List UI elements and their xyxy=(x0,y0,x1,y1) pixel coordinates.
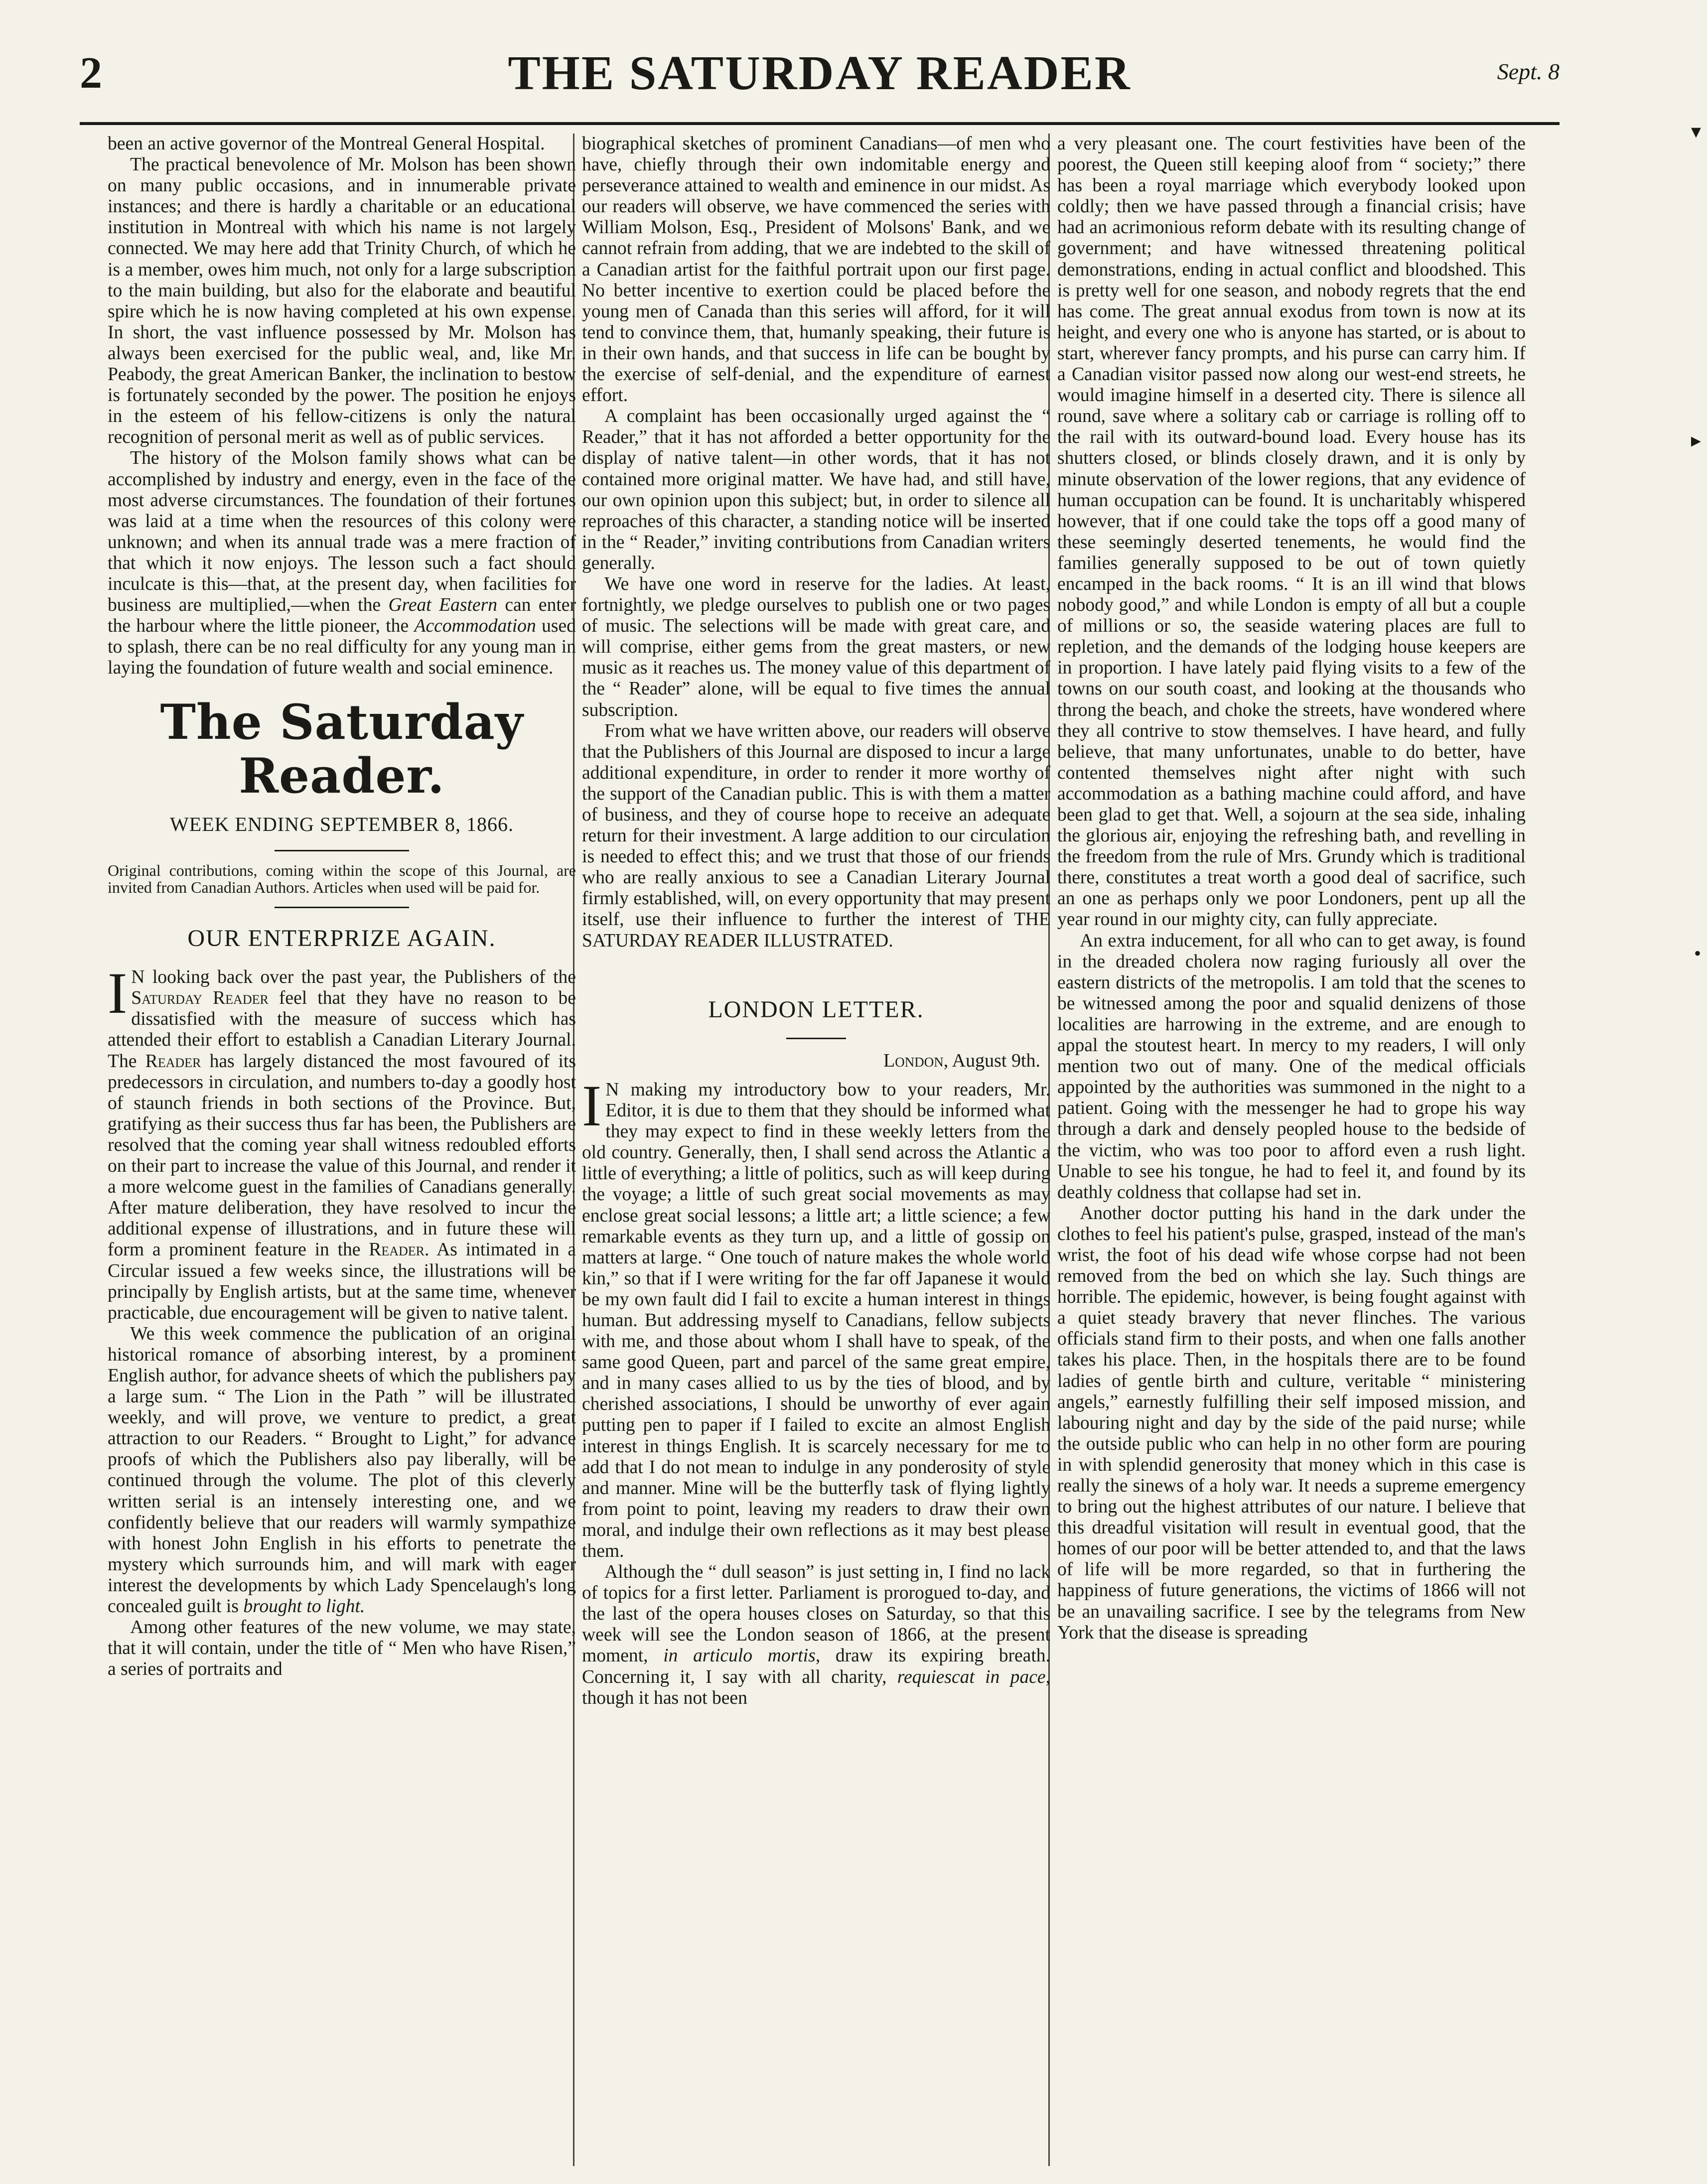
margin-mark: ▸ xyxy=(1691,429,1701,451)
paragraph: A complaint has been occasionally urged against the “ Reader,” that it has not afforded a better opportunity for the display of native talent—in other words, that it has not contained more original matter. We have had, and still have, our own opinion upon this subject; but, in order to silence all reproaches of this character, a standing notice will be inserted in the “ Reader,” inviting contributions from Canadian writers generally. xyxy=(582,406,1050,573)
week-ending: WEEK ENDING SEPTEMBER 8, 1866. xyxy=(170,813,514,836)
paragraph: a very pleasant one. The court festivities have been of the poorest, the Queen still keeping aloof from “ society;” there has been a royal marriage which everybody looked upon coldly; then we have passed through a financial crisis; have had an acrimonious reform debate with its resulting change of government; and have witnessed threatening political demonstrations, ending in actual conflict and bloodshed. This is pretty well for one season, and nobody regrets that the end has come. The great annual exodus from town is now at its height, and every one who is anyone has started, or is about to start, wherever fancy prompts, and his purse can carry him. If a Canadian visitor passed now along our west-end streets, he would imagine himself in a deserted city. There is silence all round, save where a solitary cab or carriage is rolling off to the rail with its outward-bound load. Every house has its shutters closed, or blinds closely drawn, and it is only by minute observation of the lower regions, that any evidence of human occupation can be found. It is uncharitably whispered however, that if one could take the tops off a good many of these seemingly deserted tenements, he would find the families generally supposed to be out of town quietly encamped in the back rooms. “ It is an ill wind that blows nobody good,” and while London is empty of all but a couple of millions or so, the seaside watering places are full to repletion, and the demands of the lodging house keepers are in proportion. I have lately paid flying visits to a few of the towns on our south coast, and looking at the thousands who throng the beach, and choke the streets, have wondered where they all contrive to stow themselves. I have heard, and fully believe, that many unfortunates, unable to do better, have contented themselves night after night with such accommodation as a bathing machine could afford, and have been glad to get that. Well, a sojourn at the sea side, inhaling the glorious air, enjoying the refreshing bath, and revelling in the freedom from the rule of Mrs. Grundy which is traditional there, constitutes a treat worth a good deal of sacrifice, such an one as perhaps only we poor Londoners, pent up all the year round in our mighty city, can fully appreciate. xyxy=(1057,134,1526,930)
page-header xyxy=(80,47,1560,122)
paragraph: The history of the Molson family shows what can be accomplished by industry and energy, even in the face of the most adverse circumstances. The foundation of their fortunes was laid at a time when the resources of this colony were unknown; and when its annual trade was a mere fraction of that which it now enjoys. The lesson such a fact should inculcate is this—that, at the present day, when facilities for business are multiplied,—when the Great Eastern can enter the harbour where the little pioneer, the Accommodation used to splash, there can be no real difficulty for any young man in laying the foundation of future wealth and social eminence. xyxy=(108,448,576,679)
paragraph: Another doctor putting his hand in the dark under the clothes to feel his patient's pulse, grasped, instead of the man's wrist, the foot of his dead wife whose corpse had not been removed from the bed on which she lay. Such things are horrible. The epidemic, however, is being fought against with a quiet steady bravery that never flinches. The various officials stand firm to their posts, and when one falls another takes his place. Then, in the hospitals there are to be found ladies of gentle birth and culture, veritable “ ministering angels,” earnestly fulfilling their self imposed mission, and labouring night and day by the side of the paid nurse; while the outside public who can help in no other form are pouring in with splendid generosity that money which in this case is really the sinews of a holy war. It needs a supreme emergency to bring out the highest attributes of our nature. I believe that this dreadful visitation will result in eventual good, that the homes of our poor will be better attended to, and that the laws of life will be more regarded, so that in furthering the happiness of future generations, the victims of 1866 will not be an unavailing sacrifice. I see by the telegrams from New York that the disease is spreading xyxy=(1057,1203,1526,1643)
masthead: The Saturday Reader. xyxy=(160,694,524,804)
paragraph: We this week commence the publication of an original historical romance of absorbing interest, by a prominent English author, for advance sheets of which the publishers pay a large sum. “ The Lion in the Path ” will be illustrated weekly, and will prove, we venture to predict, a great attraction to our Readers. “ Brought to Light,” for advance proofs of which the Publishers also pay liberally, will be continued through the volume. The plot of this cleverly written serial is an intensely interesting one, and we confidently believe that our readers will warmly sympathize with honest John English in his efforts to penetrate the mystery which surrounds him, and will mark with eager interest the developments by which Lady Spencelaugh's long concealed guilt is brought to light. xyxy=(108,1323,576,1617)
paragraph: From what we have written above, our readers will observe that the Publishers of this Journal are disposed to incur a large additional expenditure, in order to render it more worthy of the support of the Canadian public. This is with them a matter of business, and they of course hope to receive an adequate return for their investment. A large addition to our circulation is needed to effect this; and we trust that those of our friends who are really anxious to see a Canadian Literary Journal firmly established, will, on every opportunity that may present itself, use their influence to further the interest of THE SATURDAY READER ILLUSTRATED. xyxy=(582,720,1050,951)
drop-cap: I xyxy=(108,960,128,1026)
paragraph: I N making my introductory bow to your readers, Mr. Editor, it is due to them that they should be informed what they may expect to find in these weekly letters from the old country. Generally, then, I shall send across the Atlantic a little of everything; a little of politics, such as will keep during the voyage; a little of such great social movements as may enclose great social lessons; a little art; a little science; a few remarkable events as they turn up, and a little of gossip on matters at large. “ One touch of nature makes the whole world kin,” so that if I were writing for the far off Japanese it would be my own fault did I fail to excite a human interest in things human. But addressing myself to Canadians, fellow subjects with me, and those about whom I shall have to speak, of the same good Queen, part and parcel of the same great empire, and in many cases allied to us by the ties of blood, and by cherished associations, I should be unworthy of ever again putting pen to paper if I failed to excite an almost English interest in things English. It is scarcely necessary for me to add that I do not mean to indulge in any ponderosity of style and manner. Mine will be the butterfly task of flying lightly from point to point, leaving my readers to draw their own moral, and indulge their own reflections as it may best please them. xyxy=(582,1073,1050,1562)
paragraph: Although the “ dull season” is just setting in, I find no lack of topics for a first letter. Parliament is prorogued to-day, and the last of the opera houses closes on Saturday, so that this week will see the London season of 1866, at the present moment, in articulo mortis, draw its expiring breath. Concerning it, I say with all charity, requiescat in pace, though it has not been xyxy=(582,1562,1050,1708)
divider xyxy=(275,850,409,851)
article-heading: LONDON LETTER. xyxy=(708,996,924,1023)
paragraph: We have one word in reserve for the ladies. At least, fortnightly, we pledge ourselves to publish one or two pages of music. The selections will be made with great care, and will comprise, either gems from the great masters, or new music as it reaches us. The money value of this department of the “ Reader” alone, will be equal to five times the annual subscription. xyxy=(582,573,1050,720)
divider xyxy=(786,1038,846,1039)
header-rule xyxy=(80,122,1560,125)
column-1 xyxy=(108,134,576,2166)
ship-name: Accommodation xyxy=(414,616,536,637)
divider xyxy=(275,907,409,908)
page-number: 2 xyxy=(80,48,102,98)
paragraph: biographical sketches of prominent Canadians—of men who have, chiefly through their own indomitable energy and perseverance attained to wealth and eminence in our midst. As our readers will observe, we have commenced the series with William Molson, Esq., President of Molsons' Bank, and we cannot refrain from adding, that we are indebted to the skill of a Canadian artist for the faithful portrait upon our first page. No better incentive to exertion could be placed before the young men of Canada than this series will afford, for it will tend to convince them, that, humanly speaking, their future is in their own hands, and that success in life can be bought by the exercise of self-denial, and the expenditure of earnest effort. xyxy=(582,134,1050,406)
paragraph: I N looking back over the past year, the Publishers of the Saturday Reader feel that they have no reason to be dissatisfied with the measure of success which has attended their effort to establish a Canadian Literary Journal. The Reader has largely distanced the most favoured of its predecessors in circulation, and numbers to-day a goodly host of staunch friends in both sections of the Province. But, gratifying as their success thus far has been, the Publishers are resolved that the coming year shall witness redoubled efforts on their part to increase the value of this Journal, and render it a more welcome guest in the families of Canadians generally. After mature deliberation, they have resolved to incur the additional expense of illustrations, and in future these will form a prominent feature in the Reader. As intimated in a Circular issued a few weeks since, the illustrations will be principally by English artists, but at the same time, whenever practicable, due encouragement will be given to native talent. xyxy=(108,960,576,1323)
paragraph: been an active governor of the Montreal General Hospital. xyxy=(108,134,545,154)
paragraph: An extra inducement, for all who can to get away, is found in the dreaded cholera now raging furiously all over the eastern districts of the metropolis. I am told that the scenes to be witnessed among the poor and squalid denizens of those localities are harrowing in the extreme, and are enough to appal the stoutest heart. In mercy to my readers, I will only mention two out of many. One of the medical officials appointed by the authorities was summoned in the night to a patient. Going with the messenger he had to grope his way through a dark and densely peopled house to the bedside of the victim, who was too poor to afford even a rush light. Unable to see his tongue, he had to feel it, and found by its deathly coldness that collapse had set in. xyxy=(1057,930,1526,1203)
column-2 xyxy=(582,134,1050,2166)
article-heading: OUR ENTERPRIZE AGAIN. xyxy=(187,925,496,952)
ship-name: Great Eastern xyxy=(388,595,498,616)
running-title: THE SATURDAY READER xyxy=(508,46,1132,100)
margin-mark: ▾ xyxy=(1691,120,1701,142)
margin-mark: • xyxy=(1694,942,1701,964)
paragraph: The practical benevolence of Mr. Molson has been shown on many public occasions, and in innumerable private instances; and there is hardly a charitable or an educational institution in Montreal with which his name is not largely connected. We may here add that Trinity Church, of which he is a member, owes him much, not only for a large subscription to the main building, but also for the elaborate and beautiful spire which he is now having completed at his own expense. In short, the vast influence possessed by Mr. Molson has always been exercised for the public weal, and, like Mr. Peabody, the great American Banker, the inclination to bestow is fortunately seconded by the power. The position he enjoys in the esteem of his fellow-citizens is only the natural recognition of personal merit as well as of public services. xyxy=(108,154,576,448)
contributions-notice: Original contributions, coming within the scope of this Journal, are invited from Canadian Authors. Articles when used will be paid for. xyxy=(108,861,576,896)
column-3 xyxy=(1057,134,1526,2166)
header-date: Sept. 8 xyxy=(1497,59,1560,84)
letter-dateline: London, August 9th. xyxy=(883,1050,1040,1072)
paragraph: Among other features of the new volume, we may state, that it will contain, under the title of “ Men who have Risen,” a series of portraits and xyxy=(108,1617,576,1680)
drop-cap: I xyxy=(582,1073,602,1138)
